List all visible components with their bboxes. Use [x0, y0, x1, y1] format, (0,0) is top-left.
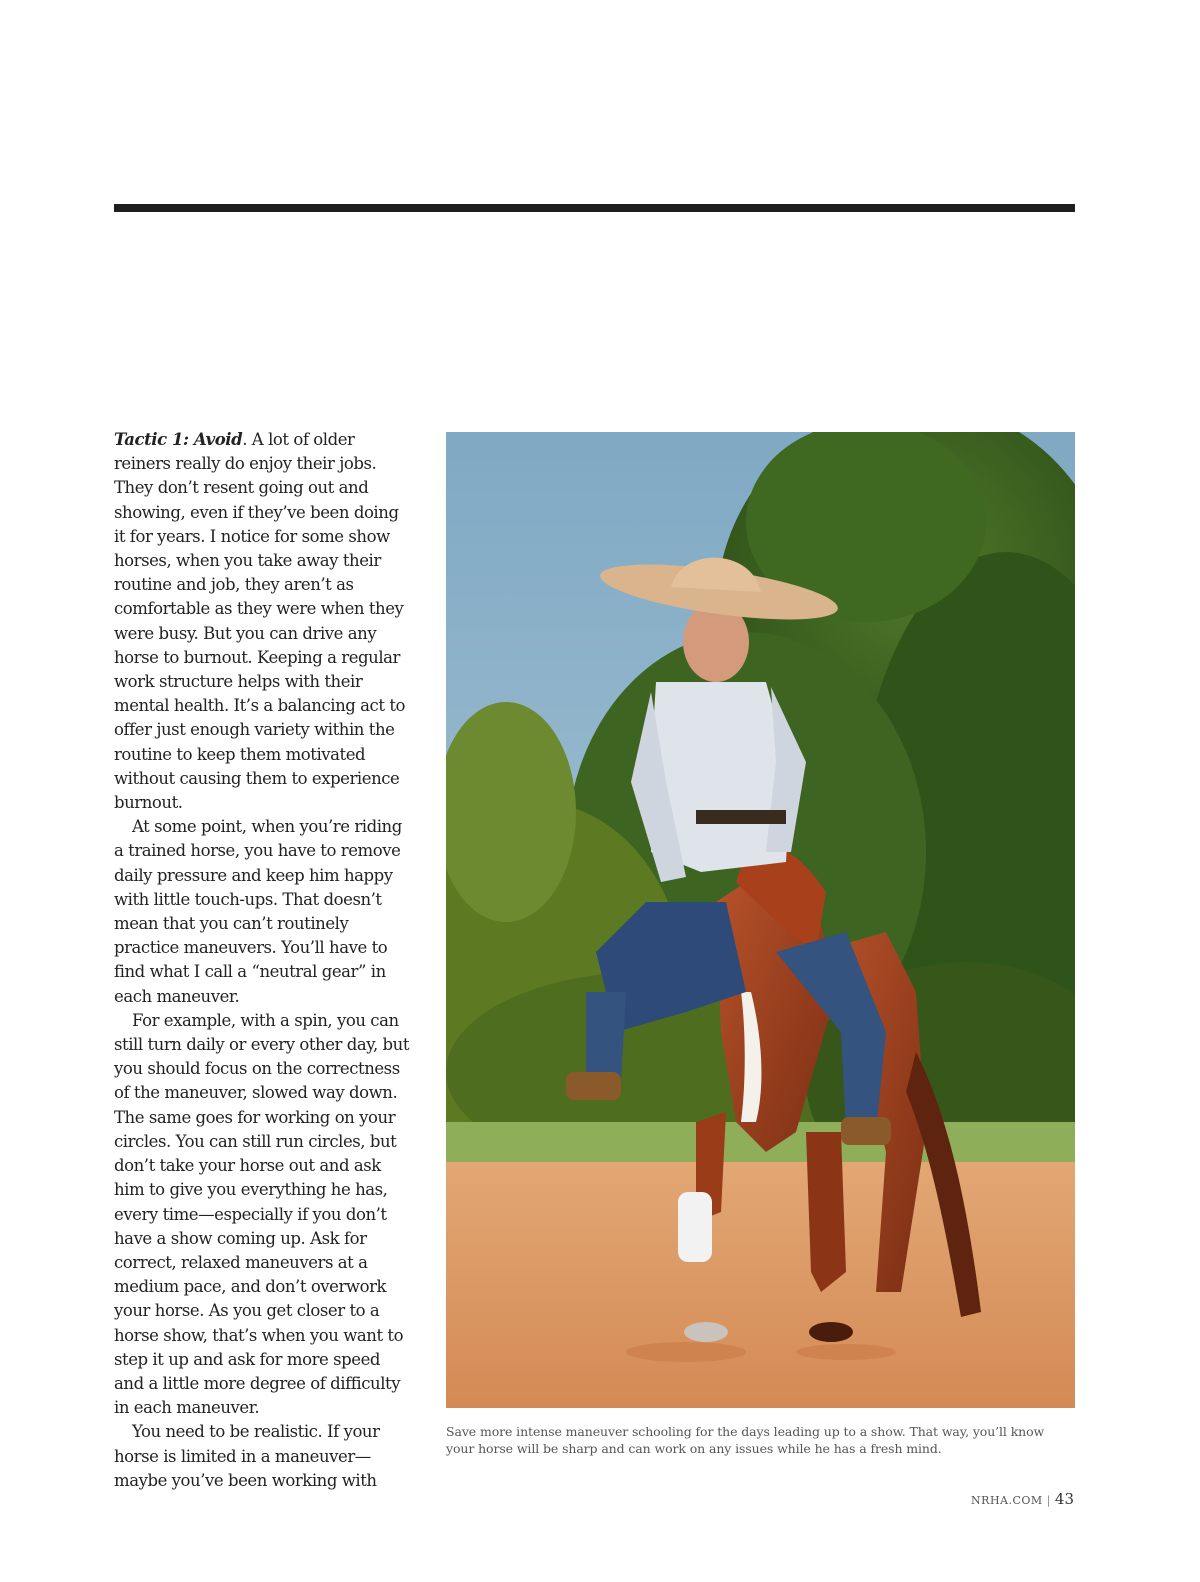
rider-on-horse-illustration	[446, 432, 1075, 1408]
page-folio	[971, 1490, 1074, 1508]
footer-separator: |	[1046, 1494, 1051, 1507]
arena-dirt	[446, 1162, 1075, 1408]
page-number: 43	[1054, 1490, 1074, 1508]
article-paragraph-1-text: . A lot of older reiners really do enjoy their jobs. They don’t resent going out and showing, even if they’ve been doing it for years. I notice for some show horses, when you take away their routine and job, they aren’t as comfortable as they were when they were busy. But you can drive any horse to burnout. Keeping a regular work structure helps with their mental health. It’s a balancing act to offer just enough variety within the routine to keep them motivated without causing them to experience burnout.	[114, 430, 405, 813]
photo-caption: Save more intense maneuver schooling for the days leading up to a show. That way, you’ll know your horse will be sharp and can work on any issues while he has a fresh mind.	[446, 1424, 1045, 1456]
footer-site: NRHA.COM	[971, 1494, 1043, 1507]
article-paragraph-2: At some point, when you’re riding a trained horse, you have to remove daily pressure and keep him happy with little touch-ups. That doesn’t mean that you can’t routinely practice maneuvers. You’ll have to find what I call a “neutral gear” in each maneuver.	[114, 817, 402, 1006]
article-body-column	[114, 428, 414, 1493]
section-divider-rule	[114, 204, 1075, 212]
article-paragraph-1	[114, 428, 414, 815]
article-paragraph-4: You need to be realistic. If your horse is limited in a maneuver—maybe you’ve been working with	[114, 1422, 380, 1490]
tactic-lead-in: Tactic 1: Avoid	[114, 430, 243, 449]
article-paragraph-3: For example, with a spin, you can still turn daily or every other day, but you should focus on the correctness of the maneuver, slowed way down. The same goes for working on your circles. You can still run circles, but don’t take your horse out and ask him to give you everything he has, every time—especially if you don’t have a show coming up. Ask for correct, relaxed maneuvers at a medium pace, and don’t overwork your horse. As you get closer to a horse show, that’s when you want to step it up and ask for more speed and a little more degree of difficulty in each maneuver.	[114, 1010, 410, 1418]
article-photo	[446, 432, 1075, 1408]
